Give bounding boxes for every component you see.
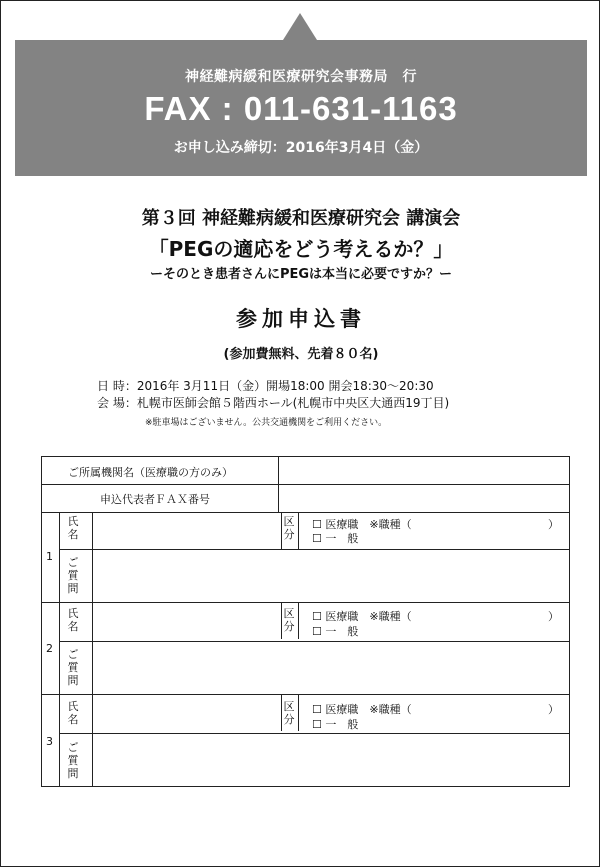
banner-fax-number: FAX : 011-631-1163 — [144, 90, 458, 127]
institution-label: ご所属機関名（医療職の方のみ） — [68, 466, 233, 479]
fax-field[interactable] — [279, 485, 570, 512]
parking-note: ※駐車場はございません。公共交通機関をご利用ください。 — [145, 418, 388, 428]
banner-box — [15, 40, 587, 176]
question-label-3: ご 質 問 — [67, 741, 79, 780]
option-medical-close-3: ） — [548, 703, 559, 716]
option-general-3[interactable]: ☐ 一 般 — [312, 718, 359, 731]
question-label-1: ご 質 問 — [67, 556, 79, 595]
banner-deadline: お申し込み締切：2016年3月4日（金） — [173, 140, 429, 156]
entry-number-2: 2 — [46, 642, 53, 655]
form-title: 参加申込書 — [236, 307, 366, 331]
question-field-1[interactable] — [93, 550, 570, 601]
name-field-3[interactable] — [93, 695, 282, 731]
question-field-2[interactable] — [93, 642, 570, 693]
name-field-2[interactable] — [93, 603, 282, 639]
name-label-2: 氏 名 — [67, 607, 79, 633]
event-title: 第３回 神経難病緩和医療研究会 講演会 — [141, 208, 461, 229]
fax-label: 申込代表者ＦＡＸ番号 — [100, 493, 210, 506]
option-medical-close-1: ） — [548, 518, 559, 531]
option-medical-3[interactable]: ☐ 医療職 ※職種（ — [312, 703, 412, 716]
entry-number-3: 3 — [46, 735, 53, 748]
option-medical-close-2: ） — [548, 610, 559, 623]
question-label-2: ご 質 問 — [67, 648, 79, 687]
entry-number-1: 1 — [46, 550, 53, 563]
lecture-subtitle: ーそのとき患者さんにPEGは本当に必要ですか？ー — [149, 267, 453, 282]
category-label-3: 区 分 — [283, 700, 295, 726]
event-venue: 会 場：札幌市医師会館５階西ホール(札幌市中央区大通西19丁目) — [97, 396, 450, 410]
question-field-3[interactable] — [93, 734, 570, 786]
form-note: (参加費無料、先着８０名) — [223, 347, 379, 362]
application-form — [41, 456, 570, 787]
lecture-title: 「PEGの適応をどう考えるか？」 — [148, 237, 454, 261]
banner-recipient: 神経難病緩和医療研究会事務局 行 — [185, 69, 417, 85]
banner-pointer — [283, 13, 317, 40]
category-label-2: 区 分 — [283, 607, 295, 633]
category-label-1: 区 分 — [283, 515, 295, 541]
event-datetime: 日 時：2016年 3月11日（金）開場18:00 開会18:30～20:30 — [97, 379, 434, 393]
name-label-3: 氏 名 — [67, 700, 79, 726]
name-field-1[interactable] — [93, 513, 282, 549]
option-medical-2[interactable]: ☐ 医療職 ※職種（ — [312, 610, 412, 623]
option-general-2[interactable]: ☐ 一 般 — [312, 625, 359, 638]
option-medical-1[interactable]: ☐ 医療職 ※職種（ — [312, 518, 412, 531]
name-label-1: 氏 名 — [67, 515, 79, 541]
fax-banner — [15, 13, 587, 176]
institution-field[interactable] — [279, 457, 570, 484]
option-general-1[interactable]: ☐ 一 般 — [312, 532, 359, 545]
